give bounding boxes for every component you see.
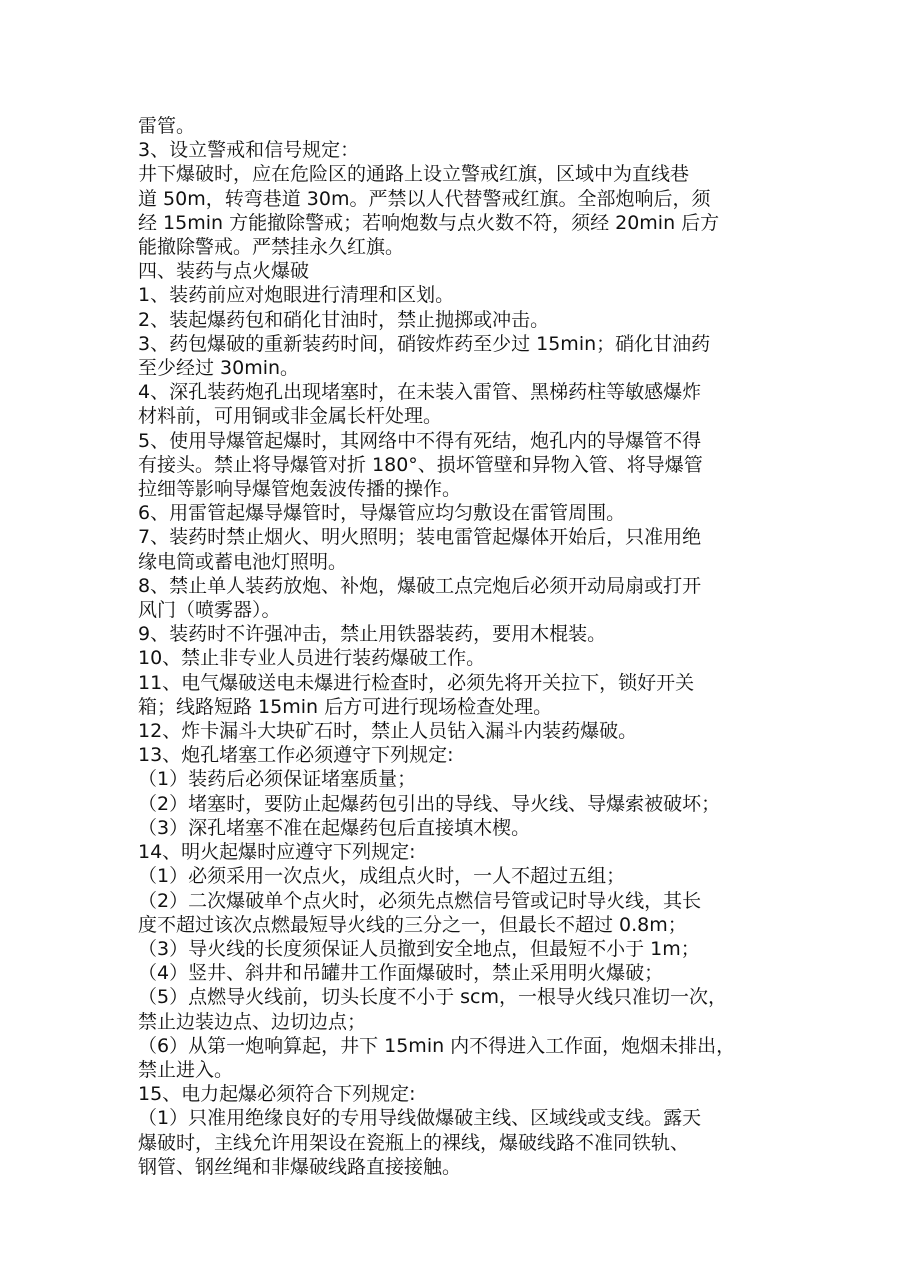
text-line: 拉细等影响导爆管炮轰波传播的操作。 [138, 478, 462, 501]
text-line: （3）深孔堵塞不准在起爆药包后直接填木楔。 [138, 816, 531, 839]
paragraph [138, 767, 788, 791]
text-line: 3、药包爆破的重新装药时间，硝铵炸药至少过 15min；硝化甘油药 [138, 332, 711, 355]
paragraph [138, 574, 788, 622]
paragraph [138, 114, 788, 138]
paragraph [138, 840, 788, 864]
text-line: 6、用雷管起爆导爆管时，导爆管应均匀敷设在雷管周围。 [138, 502, 626, 525]
text-line: 13、炮孔堵塞工作必须遵守下列规定: [138, 744, 454, 767]
text-line: 经 15min 方能撤除警戒；若响炮数与点火数不符，须经 20min 后方 [138, 211, 720, 234]
text-line: 5、使用导爆管起爆时，其网络中不得有死结，炮孔内的导爆管不得 [138, 429, 702, 452]
text-line: （1）装药后必须保证堵塞质量； [138, 768, 417, 791]
text-line: 1、装药前应对炮眼进行清理和区划。 [138, 284, 455, 307]
text-line: 有接头。禁止将导爆管对折 180°、损坏管壁和异物入管、将导爆管 [138, 453, 703, 476]
paragraph [138, 308, 788, 332]
text-line: 9、装药时不许强冲击，禁止用铁器装药，要用木棍装。 [138, 623, 607, 646]
text-line: 禁止进入。 [138, 1058, 234, 1081]
paragraph [138, 792, 788, 816]
text-line: 7、装药时禁止烟火、明火照明；装电雷管起爆体开始后，只准用绝 [138, 526, 702, 549]
document-body [138, 114, 788, 1179]
paragraph [138, 380, 788, 428]
text-line: （1）只准用绝缘良好的专用导线做爆破主线、区域线或支线。露天 [138, 1107, 702, 1130]
text-line: （2）二次爆破单个点火时，必须先点燃信号管或记时导火线，其长 [138, 889, 702, 912]
paragraph [138, 719, 788, 743]
paragraph [138, 622, 788, 646]
paragraph [138, 816, 788, 840]
text-line: 4、深孔装药炮孔出现堵塞时，在未装入雷管、黑梯药柱等敏感爆炸 [138, 381, 702, 404]
paragraph [138, 743, 788, 767]
paragraph [138, 1082, 788, 1106]
text-line: 箱；线路短路 15min 后方可进行现场检查处理。 [138, 695, 553, 718]
text-line: 雷管。 [138, 115, 196, 137]
text-line: 禁止边装边点、边切边点； [138, 1010, 367, 1033]
text-line: （3）导火线的长度须保证人员撤到安全地点，但最短不小于 1m； [138, 937, 700, 960]
text-line: （4）竖井、斜井和吊罐井工作面爆破时，禁止采用明火爆破； [138, 962, 664, 985]
text-line: 材料前，可用铜或非金属长杆处理。 [138, 405, 443, 428]
text-line: 至少经过 30min。 [138, 357, 300, 380]
paragraph [138, 889, 788, 937]
paragraph [138, 1106, 788, 1179]
text-line: 12、炸卡漏斗大块矿石时，禁止人员钻入漏斗内装药爆破。 [138, 720, 638, 743]
paragraph [138, 937, 788, 961]
text-line: （5）点燃导火线前，切头长度不小于 scm，一根导火线只准切一次， [138, 986, 727, 1009]
text-line: 井下爆破时，应在危险区的通路上设立警戒红旗，区域中为直线巷 [138, 163, 690, 186]
text-line: 14、明火起爆时应遵守下列规定: [138, 841, 416, 864]
text-line: 8、禁止单人装药放炮、补炮，爆破工点完炮后必须开动局扇或打开 [138, 574, 702, 597]
text-line: （6）从第一炮响算起，井下 15min 内不得进入工作面，炮烟未排出， [138, 1034, 736, 1057]
paragraph [138, 671, 788, 719]
text-line: 缘电筒或蓄电池灯照明。 [138, 550, 348, 573]
text-line: 10、禁止非专业人员进行装药爆破工作。 [138, 647, 486, 670]
text-line: 道 50m，转弯巷道 30m。严禁以人代替警戒红旗。全部炮响后，须 [138, 187, 711, 210]
text-line: 能撤除警戒。严禁挂永久红旗。 [138, 236, 405, 259]
text-line: （1）必须采用一次点火，成组点火时，一人不超过五组； [138, 865, 626, 888]
text-line: （2）堵塞时，要防止起爆药包引出的导线、导火线、导爆索被破坏； [138, 792, 721, 815]
paragraph [138, 864, 788, 888]
paragraph [138, 961, 788, 985]
text-line: 2、装起爆药包和硝化甘油时，禁止抛掷或冲击。 [138, 308, 550, 331]
text-line: 风门（喷雾器）。 [138, 599, 281, 622]
text-line: 度不超过该次点燃最短导火线的三分之一，但最长不超过 0.8m； [138, 913, 687, 936]
paragraph [138, 525, 788, 573]
text-line: 3、设立警戒和信号规定： [138, 139, 360, 162]
text-line: 11、电气爆破送电未爆进行检查时，必须先将开关拉下，锁好开关 [138, 671, 695, 694]
paragraph [138, 1034, 788, 1082]
paragraph [138, 138, 788, 162]
paragraph [138, 985, 788, 1033]
paragraph [138, 162, 788, 259]
text-line: 四、装药与点火爆破 [138, 260, 310, 283]
text-line: 钢管、钢丝绳和非爆破线路直接接触。 [138, 1155, 462, 1178]
paragraph [138, 429, 788, 502]
text-line: 爆破时，主线允许用架设在瓷瓶上的裸线，爆破线路不准同铁轨、 [138, 1131, 690, 1154]
paragraph [138, 646, 788, 670]
paragraph [138, 283, 788, 307]
paragraph [138, 501, 788, 525]
text-line: 15、电力起爆必须符合下列规定: [138, 1083, 416, 1106]
paragraph [138, 259, 788, 283]
paragraph [138, 332, 788, 380]
